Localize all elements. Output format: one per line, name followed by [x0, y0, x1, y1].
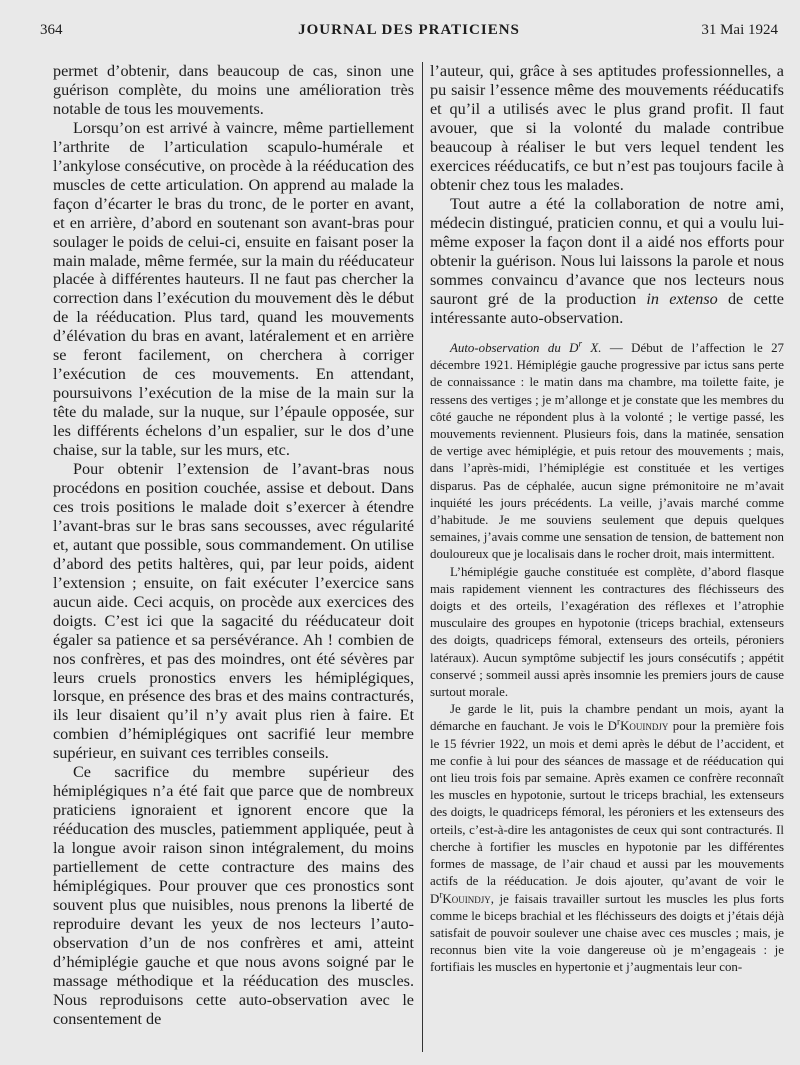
journal-title: JOURNAL DES PRATICIENS	[298, 22, 520, 38]
paragraph: Pour obtenir l’extension de l’avant-bras nous procédons en position couchée, assise et debout. Dans ces trois positions le malade doit s’exercer à étendre l’avant-bras sur le bras sans secousses, avec régularité et, autant que possible, sous commandement. On utilise d’abord des petits haltères, qui, par leur poids, aident l’extension ; ensuite, on fait exécuter l’exercice sans aucun aide. Ceci acquis, on procède aux exercices des doigts. C’est ici que la sagacité du rééducateur doit égaler sa patience et sa persévérance. Ah ! combien de nos confrères, et pas des moindres, ont été sévères par leurs cruels pronostics envers les hémiplégiques, lorsque, en présence des bras et des mains contracturés, ils leur disaient qu’il n’y avait plus rien à faire. Et combien d’hémiplégiques ont sacrifié leur membre supérieur, en suivant ces terribles conseils.	[53, 460, 414, 763]
paragraph: L’hémiplégie gauche constituée est complète, d’abord flasque mais rapidement viennent les contractures des fléchisseurs des doigts et des orteils, l’exagération des réflexes et l’atrophie musculaire des groupes en hypotonie (triceps brachial, extenseurs des doigts, quadriceps fémoral, extenseurs des orteils, péroniers latéraux). Aucun symptôme subjectif les jours consécutifs ; appétit conservé ; sommeil aussi après insomnie les premiers jours de cause surtout morale.	[430, 564, 784, 700]
observation-title: Auto-observation du $D^r$ X.	[450, 339, 602, 355]
article-body	[430, 62, 784, 328]
page-number: 364	[40, 22, 63, 38]
author-name: Kouindjy	[442, 891, 491, 906]
issue-date: 31 Mai 1924	[701, 22, 778, 38]
paragraph: l’auteur, qui, grâce à ses aptitudes professionnelles, a pu saisir l’essence même des mouvements rééducatifs et qu’il a utilisés avec le plus grand profit. Il faut avouer, que si la volonté du malade contribue beaucoup à réaliser le but vers lequel tendent les exercices rééducatifs, ce but n’est pas toujours facile à obtenir chez tous les malades.	[430, 62, 784, 194]
paragraph: Je garde le lit, puis la chambre pendant un mois, ayant la démarche en fauchant. Je vois le $D^rKouindjy$ pour la première fois le 15 février 1922, un mois et demi après le début de l’accident, et me confie à lui pour des séances de massage et de rééducation qui ont lieu trois fois par semaine. Après examen ce confrère reconnaît les muscles en hypotonie, surtout le triceps brachial, les extenseurs des doigts, le quadriceps fémoral, les péroniers et les extenseurs des orteils, c’est-à-dire les antagonistes de ceux qui sont contracturés. Il cherche à fortifier les muscles en hypotonie par les différentes formes de massage, de l’air chaud et aussi par les mouvements actifs de la rééducation. Je dois ajouter, qu’avant de voir le $D^rKouindjy$, je faisais travailler surtout les muscles les plus forts comme le biceps brachial et les fléchisseurs des doigts et j’étais déjà satisfait de pouvoir soulever une chaise avec ces muscles ; mais, je reconnus bien vite la voie dangereuse où je m’engageais : je fortifiais les muscles en hypertonie et j’augmentais leur con-	[430, 702, 784, 975]
paragraph: Auto-observation du $D^r$ X. — Début de l’affection le 27 décembre 1921. Hémiplégie gauche progressive par ictus sans perte de connaissance : le matin dans ma chambre, ma toilette faite, je ressens des vertiges ; je m’allonge et je constate que les membres du côté gauche ne répondent plus à la volonté ; le vertige passé, les mouvements reviennent. Plusieurs fois, dans la matinée, sensation de vertige avec hémiplégie, et puis retour des mouvements ; mais, dans l’après-midi, l’hémiplégie est constituée et les vertiges disparus. Pas de céphalée, aucun signe prémonitoire ne m’avait inquiété les jours précédents. La veille, j’avais marché comme d’habitude. Je me souviens seulement que depuis quelques semaines, j’avais comme une sensation de tension, de battement non douloureux que je localisais dans le rocher droit, mais intermittent.	[430, 339, 784, 562]
italic-phrase: in extenso	[646, 290, 718, 308]
paragraph: Lorsqu’on est arrivé à vaincre, même partiellement l’arthrite de l’articulation scapulo-humérale et l’ankylose consécutive, on procède à la rééducation des muscles de cette articulation. On apprend au malade la façon d’écarter le bras du tronc, de le porter en avant, et en arrière, d’abord en soutenant son avant-bras pour soulager le poids de celui-ci, ensuite en faisant poser la main malade, même fermée, sur la main du rééducateur placée à différentes hauteurs. Il ne faut pas chercher la correction dans l’exécution du mouvement dès le début de la rééducation. Plus tard, quand les mouvements d’élévation du bras en avant, latéralement et en arrière se feront facilement, on cherchera à corriger l’exécution de ces mouvements. En attendant, poursuivons l’exécution de la mise de la main sur la tête du malade, sur la nuque, sur l’épaule opposée, sur les différents échelons d’un espalier, sur le dos d’une chaise, sur la table, sur les murs, etc.	[53, 118, 414, 460]
paragraph: Ce sacrifice du membre supérieur des hémiplégiques n’a été fait que parce que de nombreux praticiens ignoraient et ignorent encore que la rééducation des muscles, patiemment appliquée, peut à la longue avoir raison sinon intégralement, du moins partiellement de cette contracture des mains des hémiplégiques. Pour prouver que ces pronostics sont souvent plus que nuisibles, nous prenons la liberté de reproduire devant les yeux de nos lecteurs l’auto-observation d’un de nos confrères et ami, atteint d’hémiplégie gauche et que nous avons soigné par le massage méthodique et la rééducation des muscles. Nous reproduisons cette auto-observation avec le consentement de	[53, 763, 414, 1028]
paragraph: Tout autre a été la collaboration de notre ami, médecin distingué, praticien connu, et qui a voulu lui-même exposer la façon dont il a aidé nos efforts pour obtenir la guérison. Nous lui laissons la parole et nous sommes convaincu d’avance que nos lecteurs nous sauront gré de la production in extenso de cette intéressante auto-observation.	[430, 195, 784, 327]
running-header	[40, 20, 778, 44]
auto-observation	[430, 340, 784, 977]
paragraph: permet d’obtenir, dans beaucoup de cas, sinon une guérison complète, du moins une amélioration très notable de tous les mouvements.	[53, 62, 414, 118]
right-column	[430, 62, 784, 977]
column-divider	[422, 62, 423, 1052]
left-column	[53, 62, 414, 1029]
author-name: Kouindjy	[620, 719, 669, 734]
